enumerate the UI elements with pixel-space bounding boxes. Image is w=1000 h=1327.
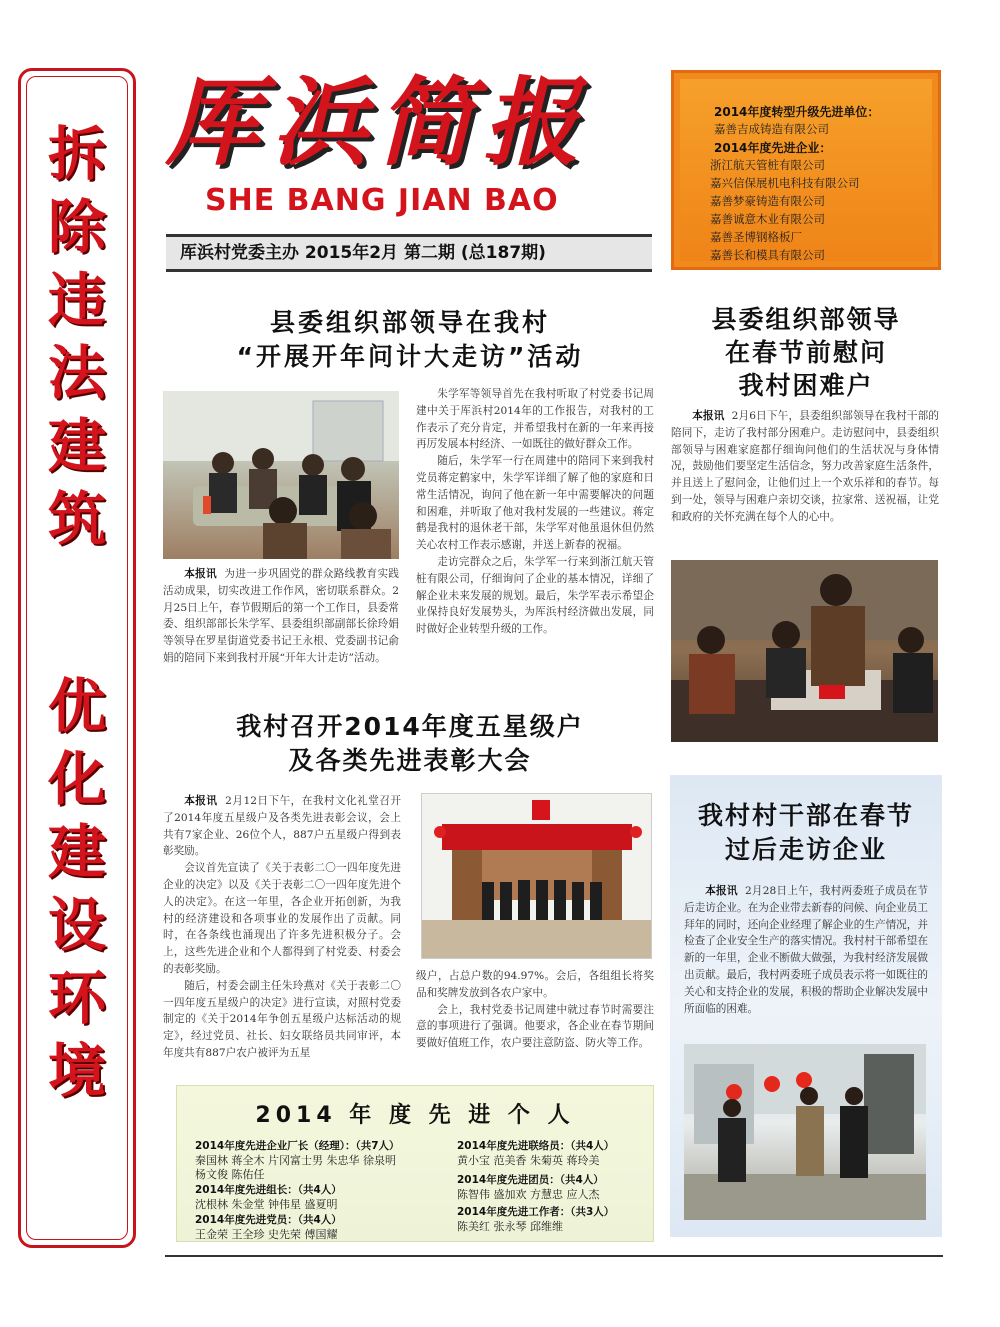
issue-line: 厍浜村党委主办 2015年2月 第二期 (总187期) (166, 234, 652, 272)
honors-heading: 2014年度转型升级先进单位： (714, 105, 880, 119)
article4-headline-line1: 我村村干部在春节 (697, 801, 914, 830)
article1-photo (163, 391, 399, 559)
slogan-char: 建 (47, 412, 106, 480)
honors-item: 嘉善诚意木业有限公司 (710, 212, 825, 226)
article1-paragraph: 走访完群众之后，朱学军一行来到浙江航天管桩有限公司，仔细询问了企业的基本情况，详细了解企业未来发展的规划。最后，朱学军表示希望企业保持良好发展势头，为厍浜村经济做出发展，同时做好企业转型升级的工作。 (416, 555, 654, 636)
slogan-char: 优 (47, 672, 106, 740)
honor-group-heading: 2014年度先进组长：（共4人） (195, 1184, 342, 1196)
article2-lead: 本报讯 (692, 410, 725, 422)
slogan-char: 环 (47, 964, 106, 1032)
honors-item: 嘉善圣博钢格板厂 (710, 230, 802, 244)
article2-text: 2月6日下午，县委组织部领导在我村干部的陪同下，走访了我村部分困难户。走访慰问中，县委组织部领导与困难家庭都仔细询问他们的生活状况与身体情况，鼓励他们要坚定生活信念，努力改善家庭生活条件，并且送上了慰问金，让他们过上一个欢乐祥和的春节。每到一处，领导与困难户亲切交谈，拉家常、送祝福，让党和政府的关怀充满在每个人的心中。 (671, 410, 939, 523)
article1-paragraph: 朱学军等领导首先在我村听取了村党委书记周建中关于厍浜村2014年的工作报告，对我村的工作表示了充分肯定，并希望我村在新的一年来再接再厉发展本村经济、一如既往的做好群众工作。 (416, 388, 654, 451)
slogan-char: 化 (47, 745, 106, 813)
slogan-char: 境 (47, 1037, 106, 1105)
honor-group-heading: 2014年度先进工作者：（共3人） (457, 1206, 615, 1218)
honor-group-heading: 2014年度先进团员：（共4人） (457, 1174, 604, 1186)
article2-headline-line1: 县委组织部领导 (711, 305, 901, 334)
slogan-char: 除 (47, 193, 106, 261)
honor-group-heading: 2014年度先进联络员：（共4人） (457, 1140, 615, 1152)
article3-lead: 本报讯 (184, 795, 218, 807)
article1-headline-line1: 县委组织部领导在我村 (269, 308, 550, 337)
honor-group-heading: 2014年度先进企业厂长（经理）：（共7人） (195, 1140, 400, 1152)
masthead-pinyin: SHE BANG JIAN BAO (205, 183, 559, 218)
honor-group-heading: 2014年度先进党员：（共4人） (195, 1214, 342, 1226)
slogan-char: 违 (47, 266, 106, 334)
honors-box-inner (680, 79, 932, 261)
article2-headline-line3: 我村困难户 (738, 371, 874, 400)
advanced-individuals-title: 2014 年 度 先 进 个 人 (255, 1103, 575, 1128)
article2-headline-line2: 在春节前慰问 (724, 338, 887, 367)
honor-group-names: 陈智伟 盛加欢 方慧忠 应人杰 (457, 1188, 600, 1201)
bottom-rule (165, 1255, 943, 1257)
masthead-title: 厍浜简报 (165, 66, 589, 179)
article2-photo (671, 560, 938, 742)
slogan-char: 建 (47, 818, 106, 886)
article3-col2 (416, 968, 654, 1052)
slogan-char: 法 (47, 339, 106, 407)
article1-headline-line2: “开展开年问计大走访”活动 (236, 342, 584, 371)
meeting-photo-illustration (163, 391, 399, 559)
article2-body (671, 408, 939, 526)
slogan-banner (18, 68, 136, 1248)
honor-group-names: 沈根林 朱金堂 钟伟星 盛夏明 (195, 1198, 338, 1211)
article1-paragraph: 随后，朱学军一行在周建中的陪同下来到我村党员蒋定鹤家中，朱学军详细了解了他的家庭和日常生活情况，询问了他在新一年中需要解决的问题和困难，并听取了他对我村发展的一些建议。蒋定鹤是我村的退休老干部，朱学军对他虽退休但仍然关心农村工作表示感谢，并送上新春的祝福。 (416, 455, 654, 552)
article4-photo (684, 1044, 926, 1220)
article3-paragraph (163, 793, 401, 860)
article1-lead: 本报讯 (184, 568, 217, 580)
article4-text: 2月28日上午，我村两委班子成员在节后走访企业。在为企业带去新春的问候、向企业员工拜年的同时，还向企业经理了解企业的生产情况，并检查了企业安全生产的落实情况。我村村干部希望在新的一年里，企业不断做大做强，为我村经济发展做出贡献。最后，我村两委班子成员表示将一如既往的关心和支持企业的发展，积极的帮助企业解决发展中所面临的困难。 (684, 885, 928, 1015)
article1-col2 (416, 386, 654, 638)
slogan-char: 设 (47, 891, 106, 959)
article3-headline-line2: 及各类先进表彰大会 (288, 746, 532, 775)
article3-paragraph: 级户，占总户数的94.97%。会后，各组组长将奖品和奖牌发放到各农户家中。 (416, 970, 654, 999)
honors-item: 浙江航天管桩有限公司 (710, 158, 825, 172)
honors-item: 嘉善吉成铸造有限公司 (714, 122, 829, 136)
honor-group-names: 陈美红 张永琴 邱维维 (457, 1220, 563, 1233)
visit-photo-illustration (671, 560, 938, 742)
article3-paragraph: 随后，村委会副主任朱玲燕对《关于表彰二〇一四年度五星级户的决定》进行宣读，对照村党委制定的《关于2014年争创五星级户达标活动的规定》，经过党员、社长、妇女联络员共同审评，本年度共有887户农户被评为五星 (163, 979, 401, 1059)
honors-item: 嘉善梦豪铸造有限公司 (710, 194, 825, 208)
honor-group-names: 杨文俊 陈佑任 (195, 1168, 265, 1181)
article4-headline-line2: 过后走访企业 (724, 835, 887, 864)
article3-lead-text: 2月12日下午，在我村文化礼堂召开了2014年度五星级户及各类先进表彰会议，会上共有7家企业、26位个人，887户五星级户得到表彰奖励。 (163, 795, 401, 858)
article4-lead: 本报讯 (705, 885, 738, 897)
factory-photo-illustration (684, 1044, 926, 1220)
honors-box (671, 70, 941, 270)
article3-paragraph: 会议首先宣读了《关于表彰二〇一四年度先进企业的决定》以及《关于表彰二〇一四年度先进个人的决定》。在这一年里，各企业开拓创新，为我村的经济建设和各项事业的发展作出了贡献。同时，在各条线也涌现出了许多先进积极分子。会上，这些先进企业和个人都得到了村党委、村委会的表彰奖励。 (163, 862, 401, 975)
article3-col1 (163, 793, 401, 1062)
honor-group-names: 王金荣 王全珍 史先荣 傅国耀 (195, 1228, 338, 1241)
slogan-char: 筑 (47, 485, 106, 553)
article3-paragraph: 会上，我村党委书记周建中就过春节时需要注意的事项进行了强调。他要求，各企业在春节期间要做好值班工作，农户要注意防盗、防火等工作。 (416, 1003, 654, 1050)
honors-item: 嘉善长和模具有限公司 (710, 248, 825, 262)
ceremony-photo-illustration (422, 794, 652, 959)
article4-body (684, 883, 928, 1017)
advanced-individuals-box (176, 1085, 654, 1242)
honors-item: 嘉兴信保展机电科技有限公司 (710, 176, 860, 190)
article1-col1-text: 为进一步巩固党的群众路线教育实践活动成果，切实改进工作作风，密切联系群众。2月25日上午，春节假期后的第一个工作日，县委常委、组织部部长朱学军、县委组织部副部长徐玲娟等领导在罗星街道党委书记王永根、党委副书记俞娟的陪同下来到我村开展“开年大计走访”活动。 (163, 568, 400, 664)
honor-group-names: 秦国林 蒋全木 片冈富士男 朱忠华 徐泉明 (195, 1154, 396, 1167)
honors-heading: 2014年度先进企业： (714, 141, 832, 155)
slogan-char: 拆 (47, 120, 106, 188)
honor-group-names: 黄小宝 范美香 朱菊英 蒋玲美 (457, 1154, 600, 1167)
article3-headline-line1: 我村召开2014年度五星级户 (236, 712, 584, 741)
article1-col1 (163, 566, 399, 667)
article3-photo (421, 793, 652, 959)
